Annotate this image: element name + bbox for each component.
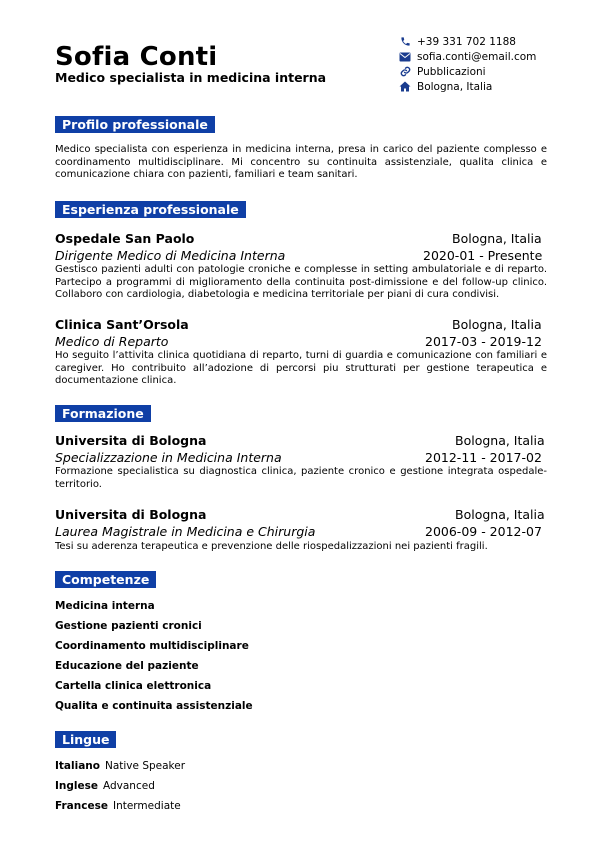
language-row [55, 760, 185, 772]
education-degree: Laurea Magistrale in Medicina e Chirurgia [55, 524, 316, 539]
language-row [55, 800, 181, 812]
education-org: Universita di Bologna [55, 507, 207, 522]
language-level: Intermediate [112, 800, 181, 812]
person-name: Sofia Conti [55, 42, 218, 72]
contact-link[interactable] [397, 64, 536, 79]
home-icon [397, 81, 413, 92]
contact-block [397, 34, 536, 94]
profile-text: Medico specialista con esperienza in medicina interna, presa in carico del paziente complesso e coordinamento multidisciplinare. Mi concentro su continuita assistenziale, qualita clinica e comunicazione chiara con pazienti, familiari e team sanitari. [55, 144, 547, 181]
skills-heading: Competenze [55, 571, 156, 588]
language-name: Italiano [55, 760, 100, 772]
link-icon [397, 66, 413, 77]
education-degree: Specializzazione in Medicina Interna [55, 450, 282, 465]
contact-phone-text: +39 331 702 1188 [417, 35, 516, 48]
skill-item: Medicina interna [55, 600, 155, 612]
language-row [55, 780, 155, 792]
skill-item: Qualita e continuita assistenziale [55, 700, 253, 712]
contact-email[interactable] [397, 49, 536, 64]
language-name: Inglese [55, 780, 98, 792]
education-org: Universita di Bologna [55, 433, 207, 448]
contact-phone[interactable] [397, 34, 536, 49]
education-location: Bologna, Italia [455, 507, 545, 522]
experience-org: Ospedale San Paolo [55, 231, 195, 246]
contact-location-text: Bologna, Italia [417, 80, 493, 93]
education-description: Formazione specialistica su diagnostica clinica, paziente cronico e gestione integrata ospedale-territorio. [55, 466, 547, 490]
education-dates: 2012-11 - 2017-02 [425, 450, 542, 465]
language-level: Native Speaker [104, 760, 186, 772]
education-description: Tesi su aderenza terapeutica e prevenzione delle riospedalizzazioni nei pazienti fragili. [55, 541, 488, 552]
education-location: Bologna, Italia [455, 433, 545, 448]
language-name: Francese [55, 800, 108, 812]
contact-email-text: sofia.conti@email.com [417, 50, 537, 63]
profile-heading: Profilo professionale [55, 116, 215, 133]
phone-icon [397, 36, 413, 47]
skill-item: Coordinamento multidisciplinare [55, 640, 249, 652]
experience-heading: Esperienza professionale [55, 201, 246, 218]
experience-dates: 2020-01 - Presente [423, 248, 543, 263]
contact-location [397, 79, 536, 94]
experience-role: Medico di Reparto [55, 334, 169, 349]
experience-description: Ho seguito l’attivita clinica quotidiana di reparto, turni di guardia e comunicazione con familiari e caregiver. Ho contribuito all’adozione di percorsi piu strutturati per gestione terapeutica e documentazione clinica. [55, 350, 547, 387]
education-dates: 2006-09 - 2012-07 [425, 524, 542, 539]
experience-dates: 2017-03 - 2019-12 [425, 334, 542, 349]
languages-heading: Lingue [55, 731, 116, 748]
experience-role: Dirigente Medico di Medicina Interna [55, 248, 286, 263]
skill-item: Gestione pazienti cronici [55, 620, 202, 632]
contact-link-text: Pubblicazioni [417, 65, 486, 78]
experience-location: Bologna, Italia [452, 231, 542, 246]
education-heading: Formazione [55, 405, 151, 422]
experience-description: Gestisco pazienti adulti con patologie croniche e complesse in setting ambulatoriale e di reparto. Partecipo a programmi di miglioramento della continuita post-dimissione e del follow-up clinico. Collaboro con cardiologia, diabetologia e medicina territoriale per piani di cura condivisi. [55, 264, 547, 301]
language-level: Advanced [103, 780, 155, 792]
experience-location: Bologna, Italia [452, 317, 542, 332]
skill-item: Cartella clinica elettronica [55, 680, 212, 692]
email-icon [397, 52, 413, 62]
experience-org: Clinica Sant’Orsola [55, 317, 189, 332]
person-title: Medico specialista in medicina interna [55, 70, 327, 85]
skill-item: Educazione del paziente [55, 660, 199, 672]
